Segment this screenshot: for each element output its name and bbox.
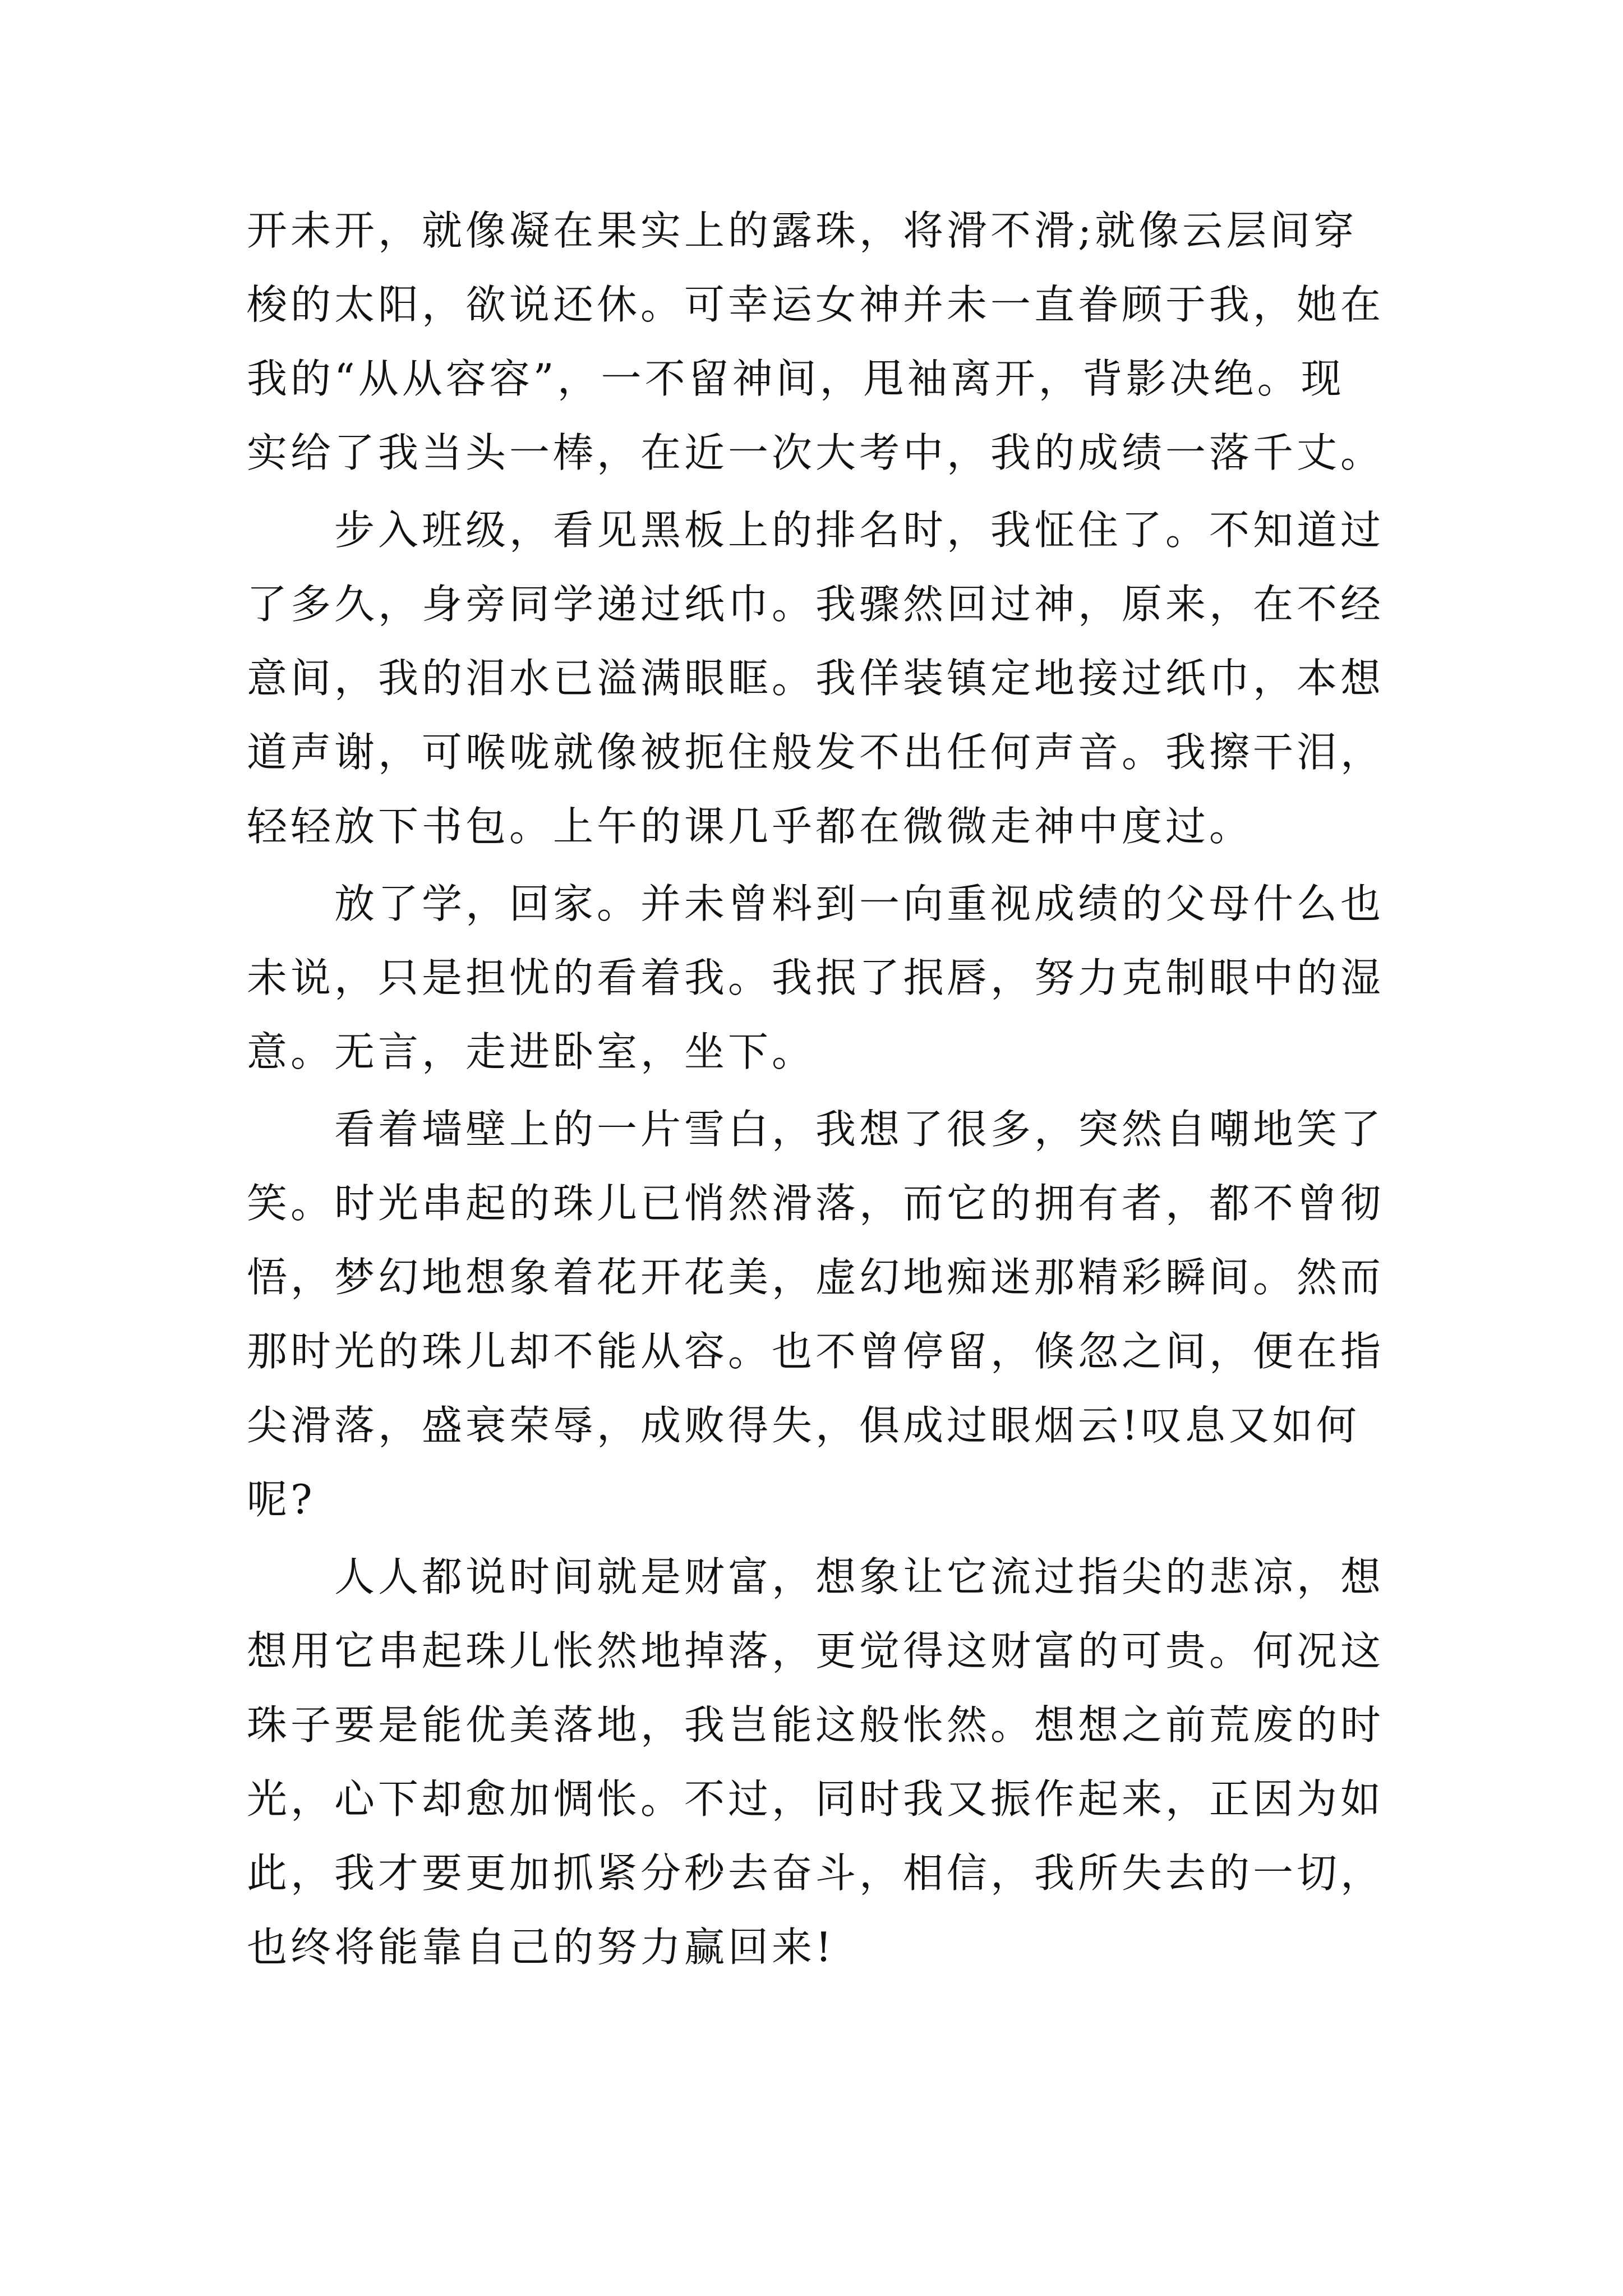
- text-line: 放了学，回家。并未曾料到一向重视成绩的父母什么也: [247, 880, 1385, 927]
- text-line: 尖滑落，盛衰荣辱，成败得失，俱成过眼烟云!叹息又如何: [247, 1402, 1360, 1449]
- text-line: 看着墙壁上的一片雪白，我想了很多，突然自嘲地笑了: [247, 1106, 1385, 1153]
- text-line: 想用它串起珠儿怅然地掉落，更觉得这财富的可贵。何况这: [247, 1627, 1385, 1674]
- text-line: 悟，梦幻地想象着花开花美，虚幻地痴迷那精彩瞬间。然而: [247, 1254, 1385, 1301]
- paragraph: [247, 1540, 1385, 1984]
- text-line: 人人都说时间就是财富，想象让它流过指尖的悲凉，想: [247, 1553, 1385, 1600]
- text-line: 光，心下却愈加惆怅。不过，同时我又振作起来，正因为如: [247, 1775, 1385, 1823]
- paragraph: [247, 867, 1385, 1089]
- text-line: 实给了我当头一棒，在近一次大考中，我的成绩一落千丈。: [247, 429, 1385, 476]
- text-line: 也终将能靠自己的努力赢回来!: [247, 1924, 835, 1971]
- paragraph: [247, 194, 1385, 490]
- text-line: 道声谢，可喉咙就像被扼住般发不出任何声音。我擦干泪，: [247, 729, 1385, 776]
- text-line: 开未开，就像凝在果实上的露珠，将滑不滑;就像云层间穿: [247, 207, 1358, 254]
- text-line: 那时光的珠儿却不能从容。也不曾停留，倏忽之间，便在指: [247, 1328, 1385, 1375]
- text-line: 此，我才要更加抓紧分秒去奋斗，相信，我所失去的一切，: [247, 1849, 1385, 1897]
- text-line: 意。无言，走进卧室，坐下。: [247, 1028, 816, 1075]
- text-line: 呢?: [247, 1476, 316, 1523]
- paragraph: [247, 493, 1385, 863]
- document-body: [247, 194, 1385, 1984]
- text-line: 珠子要是能优美落地，我岂能这般怅然。想想之前荒废的时: [247, 1701, 1385, 1749]
- text-line: 笑。时光串起的珠儿已悄然滑落，而它的拥有者，都不曾彻: [247, 1180, 1385, 1227]
- text-line: 了多久，身旁同学递过纸巾。我骤然回过神，原来，在不经: [247, 581, 1385, 628]
- text-line: 轻轻放下书包。上午的课几乎都在微微走神中度过。: [247, 803, 1253, 850]
- text-line: 梭的太阳，欲说还休。可幸运女神并未一直眷顾于我，她在: [247, 281, 1385, 328]
- text-line: 我的“从从容容”，一不留神间，甩袖离开，背影决绝。现: [247, 355, 1345, 402]
- text-line: 步入班级，看见黑板上的排名时，我怔住了。不知道过: [247, 507, 1385, 554]
- paragraph: [247, 1092, 1385, 1536]
- text-line: 意间，我的泪水已溢满眼眶。我佯装镇定地接过纸巾，本想: [247, 655, 1385, 702]
- text-line: 未说，只是担忧的看着我。我抿了抿唇，努力克制眼中的湿: [247, 954, 1385, 1001]
